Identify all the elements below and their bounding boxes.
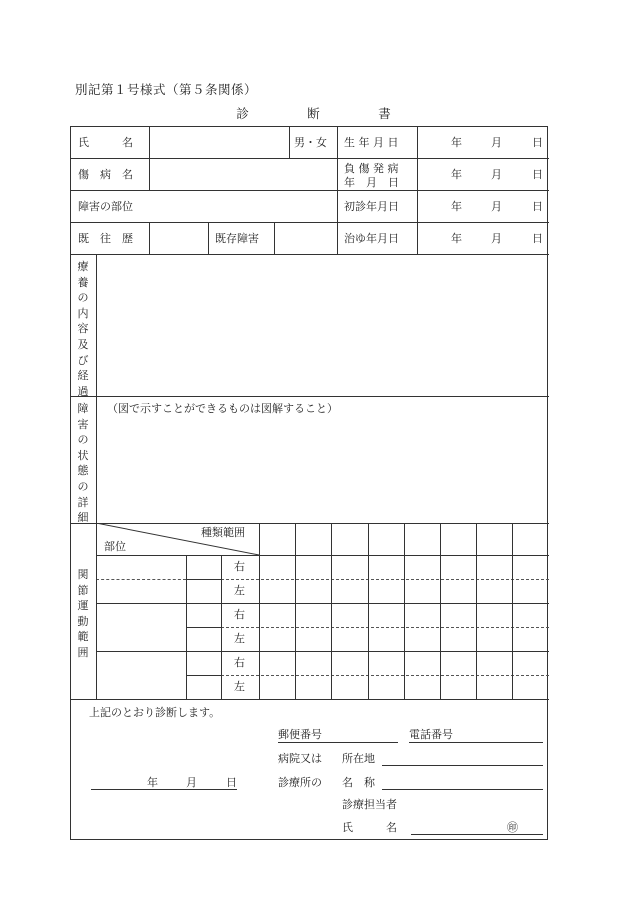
injury-name-label: 傷 病 名 [78, 168, 133, 181]
joint-col-divider [368, 523, 369, 699]
doctor-name-line [411, 834, 543, 835]
row-divider [71, 699, 549, 700]
document-title: 診 断 書 [236, 106, 414, 121]
phone-label: 電話番号 [409, 728, 453, 741]
joint-col-divider [512, 523, 513, 699]
address-label: 所在地 [342, 752, 375, 765]
phone-line [409, 742, 543, 743]
col-divider [274, 222, 275, 254]
joint-row-divider [96, 555, 549, 556]
col-divider [417, 127, 418, 254]
medical-history-label: 既 往 歴 [78, 232, 133, 245]
form-header: 別記第１号様式（第５条関係） [75, 82, 258, 97]
month-label: 月 [491, 200, 502, 213]
diagnosis-statement: 上記のとおり診断します。 [89, 706, 221, 719]
site-header: 部位 [104, 540, 126, 553]
joint-row-divider-dashed [96, 579, 186, 580]
joint-row-divider [186, 579, 221, 580]
col-divider [149, 127, 150, 190]
month-label: 月 [491, 168, 502, 181]
joint-row-divider-dashed [221, 675, 549, 676]
existing-disability-label: 既存障害 [215, 232, 259, 245]
form-frame [70, 126, 548, 840]
seal-mark: ㊞ [507, 821, 518, 834]
year-label: 年 [451, 168, 462, 181]
left-side-label: 左 [234, 584, 245, 597]
joint-row-divider [186, 627, 221, 628]
row-divider [71, 190, 549, 191]
date-line [91, 789, 237, 790]
row-divider [71, 158, 549, 159]
month-label: 月 [491, 232, 502, 245]
col-divider [289, 127, 290, 158]
label-column-divider [96, 254, 97, 699]
disability-site-label: 障害の部位 [78, 200, 133, 213]
joint-col-divider [476, 523, 477, 699]
sex-selector[interactable]: 男・女 [294, 136, 327, 149]
hospital-label: 病院又は [278, 752, 322, 765]
facility-name-line [382, 789, 543, 790]
right-side-label: 右 [234, 560, 245, 573]
day-label: 日 [532, 200, 543, 213]
joint-row-divider [96, 651, 549, 652]
joint-range-label: 関 節 運 動 範 囲 [77, 568, 89, 660]
day-label: 日 [532, 168, 543, 181]
cure-date-label: 治ゆ年月日 [344, 232, 399, 245]
facility-name-label: 名 称 [342, 776, 375, 789]
joint-row-divider [96, 603, 549, 604]
joint-col-divider [295, 523, 296, 699]
type-range-header: 種類範囲 [201, 526, 245, 539]
postal-code-label: 郵便番号 [278, 728, 322, 741]
joint-col-divider [186, 555, 187, 699]
row-divider [71, 396, 549, 397]
name-label: 氏 名 [78, 136, 133, 149]
joint-row-divider-dashed [221, 627, 549, 628]
date-year-label: 年 [147, 776, 158, 789]
right-side-label: 右 [234, 608, 245, 621]
clinic-label: 診療所の [278, 776, 322, 789]
doctor-name-label: 氏 名 [342, 821, 397, 834]
left-side-label: 左 [234, 680, 245, 693]
diagram-note: （図で示すことができるものは図解すること） [107, 402, 338, 415]
joint-col-divider [259, 523, 260, 699]
treatment-label: 療 養 の 内 容 及 び 経 過 [77, 260, 89, 398]
disability-state-label: 障 害 の 状 態 の 詳 細 [77, 402, 89, 525]
row-divider [71, 254, 549, 255]
joint-row-divider [186, 675, 221, 676]
day-label: 日 [532, 136, 543, 149]
col-divider [208, 222, 209, 254]
postal-code-line [278, 742, 398, 743]
first-visit-label: 初診年月日 [344, 200, 399, 213]
date-day-label: 日 [226, 776, 237, 789]
left-side-label: 左 [234, 632, 245, 645]
year-label: 年 [451, 232, 462, 245]
address-line [382, 765, 543, 766]
year-label: 年 [451, 200, 462, 213]
joint-col-divider [440, 523, 441, 699]
right-side-label: 右 [234, 656, 245, 669]
joint-row-divider-dashed [221, 579, 549, 580]
joint-col-divider [221, 555, 222, 699]
day-label: 日 [532, 232, 543, 245]
joint-col-divider [331, 523, 332, 699]
date-month-label: 月 [186, 776, 197, 789]
year-label: 年 [451, 136, 462, 149]
col-divider [337, 127, 338, 254]
onset-date-label: 負 傷 発 病 [344, 162, 399, 175]
month-label: 月 [491, 136, 502, 149]
col-divider [149, 222, 150, 254]
onset-date-label-2: 年 月 日 [344, 176, 399, 189]
joint-col-divider [404, 523, 405, 699]
doctor-label: 診療担当者 [342, 798, 397, 811]
row-divider [71, 222, 549, 223]
birth-date-label: 生 年 月 日 [344, 136, 399, 149]
